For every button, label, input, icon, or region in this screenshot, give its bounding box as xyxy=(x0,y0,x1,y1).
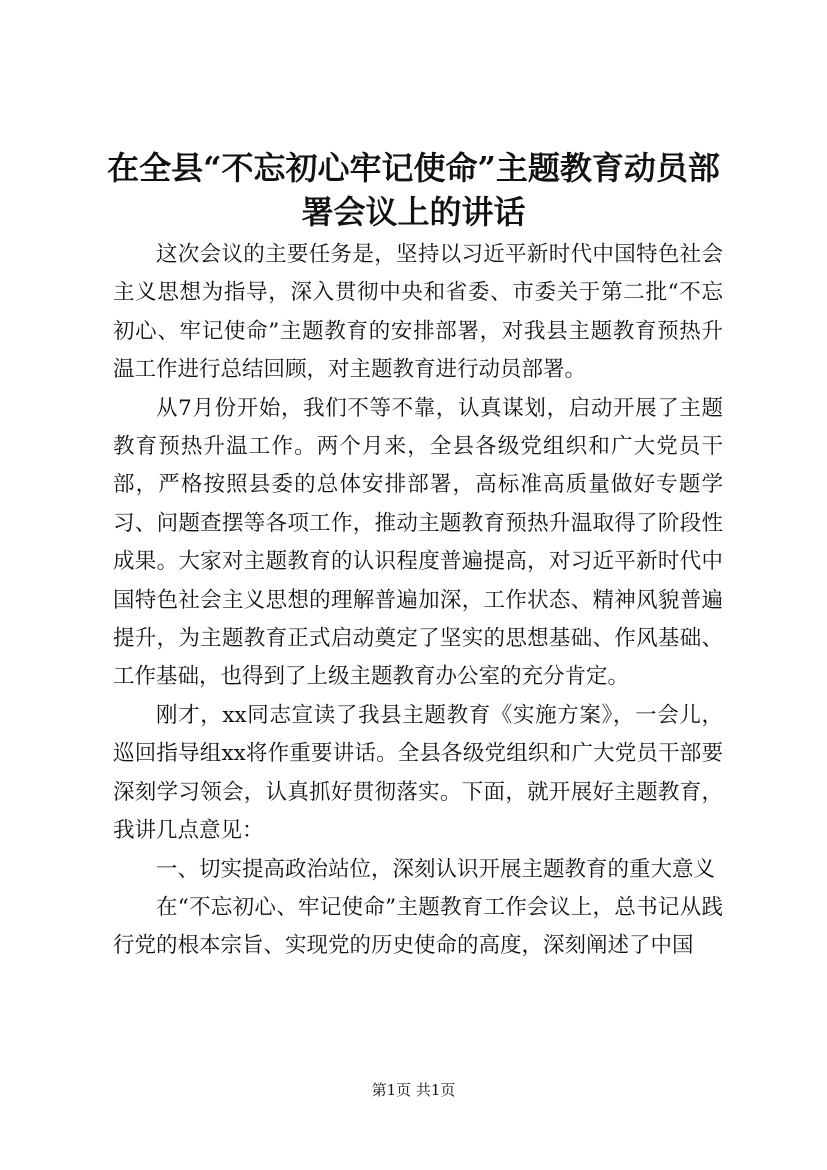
paragraph-intro: 这次会议的主要任务是，坚持以习近平新时代中国特色社会主义思想为指导，深入贯彻中央和省委、市委关于第二批“不忘初心、牢记使命”主题教育的安排部署，对我县主题教育预热升温工作进行总结回顾，对主题教育进行动员部署。 xyxy=(113,242,723,383)
document-body xyxy=(113,236,723,966)
section-heading-1: 一、切实提高政治站位，深刻认识开展主题教育的重大意义 xyxy=(156,856,716,882)
paragraph-work-conference: 在“不忘初心、牢记使命”主题教育工作会议上，总书记从践行党的根本宗旨、实现党的历史使命的高度，深刻阐述了中国 xyxy=(113,894,723,959)
document-title: 在全县“不忘初心牢记使命”主题教育动员部署会议上的讲话 xyxy=(107,149,720,231)
paragraph-warmup-work: 从7月份开始，我们不等不靠，认真谋划，启动开展了主题教育预热升温工作。两个月来，全县各级党组织和广大党员干部，严格按照县委的总体安排部署，高标准高质量做好专题学习、问题查摆等各项工作，推动主题教育预热升温取得了阶段性成果。大家对主题教育的认识程度普遍提高，对习近平新时代中国特色社会主义思想的理解普遍加深，工作状态、精神风貌普遍提升，为主题教育正式启动奠定了坚实的思想基础、作风基础、工作基础，也得到了上级主题教育办公室的充分肯定。 xyxy=(113,395,723,690)
page-footer: 第1页 共1页 xyxy=(371,1081,456,1099)
paragraph-opinions: 刚才，xx同志宣读了我县主题教育《实施方案》，一会儿，巡回指导组xx将作重要讲话。全县各级党组织和广大党员干部要深刻学习领会，认真抓好贯彻落实。下面，就开展好主题教育，我讲几点意见： xyxy=(113,702,723,844)
